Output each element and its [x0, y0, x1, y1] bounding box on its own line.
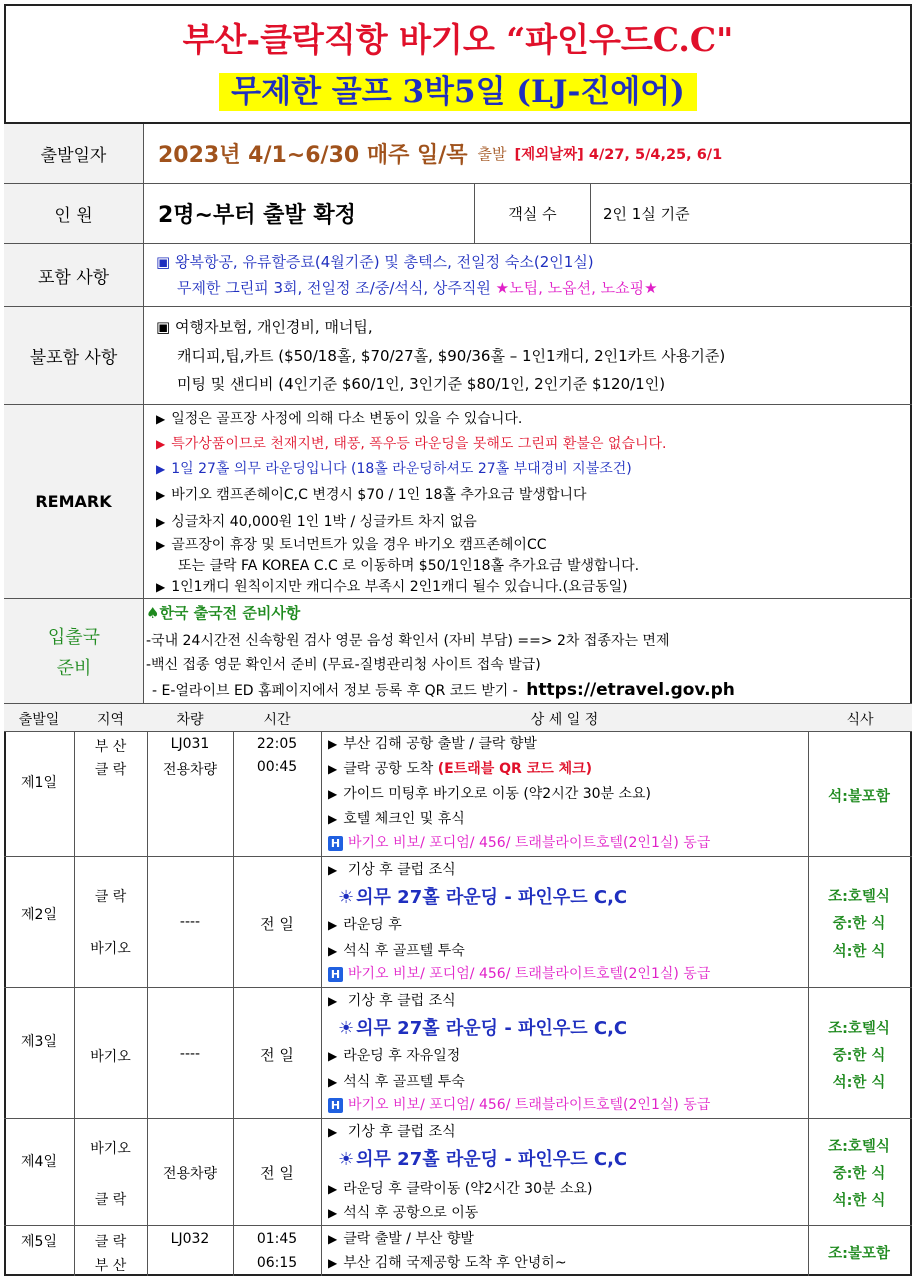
day4-item-4: 석식 후 공항으로 이동 — [343, 1205, 479, 1221]
day2-meal-1: 조:호텔식 — [828, 889, 890, 905]
remark-line-1: 일정은 골프장 사정에 의해 다소 변동이 있을 수 있습니다. — [171, 411, 523, 427]
bullet-icon: ▶ — [156, 437, 166, 451]
entry-line-1: -국내 24시간전 신속항원 검사 영문 음성 확인서 (자비 부담) ==> 2차 접종자는 면제 — [146, 633, 670, 649]
golf-sun-icon: ☀ — [338, 1149, 355, 1170]
header-meal: 식사 — [846, 712, 874, 728]
day2-vehicle: ---- — [179, 914, 201, 930]
day2-time: 전 일 — [260, 915, 294, 933]
arrow-icon: ▶ — [328, 944, 338, 958]
excluded-bullet-icon: ▣ — [156, 318, 171, 336]
arrow-icon: ▶ — [328, 787, 338, 801]
title-line-1: 부산-클락직항 바기오 “파인우드C.C" — [182, 20, 734, 59]
arrow-icon: ▶ — [328, 863, 338, 877]
arrow-icon: ▶ — [328, 1125, 338, 1139]
day5-meal: 조:불포함 — [828, 1246, 890, 1262]
hotel-icon: H — [328, 967, 343, 982]
departure-main: 2023년 4/1~6/30 매주 일/목 — [158, 143, 468, 168]
day1-time-2: 00:45 — [256, 759, 298, 775]
schedule-table — [4, 704, 912, 1276]
header-time: 시간 — [263, 712, 291, 728]
day4-item-1: 기상 후 클럽 조식 — [347, 1124, 456, 1140]
excluded-line-2: 캐디피,팁,카트 ($50/18홀, $70/27홀, $90/36홀 – 1인1캐디, 2인1카트 사용기준) — [177, 347, 726, 365]
day4-meal-1: 조:호텔식 — [828, 1139, 890, 1155]
day5-time-1: 01:45 — [256, 1231, 298, 1247]
day1-item-3: 가이드 미팅후 바기오로 이동 (약2시간 30분 소요) — [343, 786, 652, 802]
remark-content — [144, 405, 912, 599]
bullet-icon: ▶ — [156, 515, 166, 529]
entry-label-2: 준비 — [56, 658, 92, 679]
day1-qr-note: (E트래블 QR 코드 체크) — [437, 761, 593, 777]
remark-line-5: 싱글차지 40,000원 1인 1박 / 싱글카트 차지 없음 — [171, 514, 477, 530]
room-count-label: 객실 수 — [475, 184, 591, 244]
departure-label: 출발일자 — [4, 124, 144, 184]
day3-region: 바기오 — [90, 1049, 131, 1065]
day5-label: 제5일 — [21, 1234, 57, 1250]
day5-region-2: 부 산 — [94, 1258, 127, 1274]
arrow-icon: ▶ — [328, 1232, 338, 1246]
day4-label: 제4일 — [21, 1154, 57, 1170]
day3-item-4: 석식 후 골프텔 투숙 — [343, 1074, 465, 1090]
excluded-content — [144, 307, 912, 405]
entry-label — [4, 599, 144, 704]
day5-item-1: 클락 출발 / 부산 향발 — [343, 1231, 474, 1247]
remark-line-8: 1인1캐디 원칙이지만 캐디수요 부족시 2인1캐디 될수 있습니다.(요금동일) — [171, 579, 628, 595]
persons-label: 인 원 — [4, 184, 144, 244]
day2-region-1: 클 락 — [94, 889, 127, 905]
header-vehicle: 차량 — [176, 712, 204, 728]
title-block — [4, 4, 912, 124]
entry-line-3: - E-얼라이브 ED 홈페이지에서 정보 등록 후 QR 코드 받기 - — [152, 683, 518, 699]
day3-meal-2: 중:한 식 — [832, 1048, 886, 1064]
day3-item-3: 라운딩 후 자유일정 — [343, 1048, 461, 1064]
day4-meal-2: 중:한 식 — [832, 1166, 886, 1182]
day2-hotel: 바기오 비보/ 포디엄/ 456/ 트래블라이트호텔(2인1실) 동급 — [348, 966, 711, 982]
remark-line-4: 바기오 캠프존헤이C,C 변경시 $70 / 1인 18홀 추가요금 발생합니다 — [171, 487, 587, 503]
bullet-icon: ▶ — [156, 580, 166, 594]
day4-region-1: 바기오 — [90, 1141, 131, 1157]
day2-item-4: 석식 후 골프텔 투숙 — [343, 943, 465, 959]
day3-label: 제3일 — [21, 1034, 57, 1050]
entry-heading: ♠한국 출국전 준비사항 — [146, 604, 301, 622]
day2-region-2: 바기오 — [90, 941, 131, 957]
day2-meal-2: 중:한 식 — [832, 916, 886, 932]
included-bullet-icon: ▣ — [156, 253, 171, 271]
day1-label: 제1일 — [21, 775, 57, 791]
golf-sun-icon: ☀ — [338, 887, 355, 908]
day1-item-4: 호텔 체크인 및 휴식 — [343, 811, 465, 827]
day3-vehicle: ---- — [179, 1046, 201, 1062]
remark-line-3: 1일 27홀 의무 라운딩입니다 (18홀 라운딩하셔도 27홀 부대경비 지불조건) — [171, 461, 632, 477]
header-day: 출발일 — [18, 712, 60, 728]
day3-meal-1: 조:호텔식 — [828, 1021, 890, 1037]
arrow-icon: ▶ — [328, 1182, 338, 1196]
arrow-icon: ▶ — [328, 762, 338, 776]
excluded-line-3: 미팅 및 샌디비 (4인기준 $60/1인, 3인기준 $80/1인, 2인기준 $120/1인) — [177, 375, 666, 393]
included-line-1: 왕복항공, 유류할증료(4월기준) 및 총텍스, 전일정 숙소(2인1실) — [174, 253, 594, 271]
entry-content — [144, 599, 912, 704]
day3-golf: 의무 27홀 라운딩 - 파인우드 C,C — [356, 1018, 628, 1039]
bullet-icon: ▶ — [156, 462, 166, 476]
entry-line-2: -백신 접종 영문 확인서 준비 (무료-질병관리청 사이트 접속 발급) — [146, 657, 541, 673]
day3-hotel: 바기오 비보/ 포디엄/ 456/ 트래블라이트호텔(2인1실) 동급 — [348, 1097, 711, 1113]
departure-suffix: 출발 — [477, 145, 507, 163]
remark-label: REMARK — [4, 405, 144, 599]
golf-sun-icon: ☀ — [338, 1018, 355, 1039]
day1-item-2: 클락 공항 도착 — [343, 761, 434, 777]
day4-region-2: 클 락 — [94, 1192, 127, 1208]
arrow-icon: ▶ — [328, 737, 338, 751]
departure-value — [144, 124, 912, 184]
day1-hotel: 바기오 비보/ 포디엄/ 456/ 트래블라이트호텔(2인1실) 동급 — [348, 835, 711, 851]
bullet-icon: ▶ — [156, 488, 166, 502]
day5-item-2: 부산 김해 국제공항 도착 후 안녕히~ — [343, 1255, 567, 1271]
day1-meal: 석:불포함 — [828, 789, 890, 805]
arrow-icon: ▶ — [328, 812, 338, 826]
day2-label: 제2일 — [21, 907, 57, 923]
day4-time: 전 일 — [260, 1164, 294, 1182]
bullet-icon: ▶ — [156, 412, 166, 426]
included-line-2: 무제한 그린피 3회, 전일정 조/중/석식, 상주직원 — [177, 279, 491, 297]
header-detail: 상 세 일 정 — [530, 712, 599, 728]
header-region: 지역 — [96, 712, 125, 728]
remark-line-2: 특가상품이므로 천재지변, 태풍, 폭우등 라운딩을 못해도 그린피 환불은 없습니다. — [171, 436, 667, 452]
day1-vehicle-2: 전용차량 — [162, 762, 218, 778]
day4-vehicle: 전용차량 — [162, 1166, 218, 1182]
arrow-icon: ▶ — [328, 918, 338, 932]
departure-excluded-dates: [제외날짜] 4/27, 5/4,25, 6/1 — [514, 147, 723, 163]
day4-meal-3: 석:한 식 — [832, 1193, 886, 1209]
arrow-icon: ▶ — [328, 1075, 338, 1089]
day1-item-1: 부산 김해 공항 출발 / 클락 향발 — [343, 736, 537, 752]
bullet-icon: ▶ — [156, 538, 166, 552]
day2-meal-3: 석:한 식 — [832, 944, 886, 960]
remark-line-7: 또는 클락 FA KOREA C.C 로 이동하며 $50/1인18홀 추가요금 발생합니다. — [178, 558, 640, 574]
day5-vehicle: LJ032 — [170, 1231, 210, 1247]
etravel-link[interactable]: https://etravel.gov.ph — [526, 680, 735, 700]
day2-golf: 의무 27홀 라운딩 - 파인우드 C,C — [356, 887, 628, 908]
day1-time-1: 22:05 — [256, 736, 298, 752]
room-count-value: 2인 1실 기준 — [603, 205, 690, 223]
persons-value: 2명~부터 출발 확정 — [158, 203, 356, 228]
itinerary-page — [4, 4, 912, 1276]
day1-region-1: 부 산 — [94, 739, 127, 755]
day3-meal-3: 석:한 식 — [832, 1075, 886, 1091]
title-line-2: 무제한 골프 3박5일 (LJ-진에어) — [219, 73, 697, 111]
remark-line-6: 골프장이 휴장 및 토너먼트가 있을 경우 바기오 캠프존헤이CC — [171, 537, 547, 553]
day2-item-3: 라운딩 후 — [343, 917, 402, 933]
arrow-icon: ▶ — [328, 1206, 338, 1220]
day4-item-3: 라운딩 후 클락이동 (약2시간 30분 소요) — [343, 1181, 593, 1197]
day5-region-1: 클 락 — [94, 1234, 127, 1250]
day2-item-1: 기상 후 클럽 조식 — [347, 862, 456, 878]
included-label: 포함 사항 — [4, 244, 144, 307]
included-highlight: ★노팁, 노옵션, 노쇼핑★ — [495, 279, 658, 297]
day1-vehicle-1: LJ031 — [170, 736, 210, 752]
excluded-line-1: 여행자보험, 개인경비, 매너팁, — [174, 318, 373, 336]
hotel-icon: H — [328, 836, 343, 851]
day3-item-1: 기상 후 클럽 조식 — [347, 993, 456, 1009]
arrow-icon: ▶ — [328, 1256, 338, 1270]
included-content — [144, 244, 912, 307]
day5-time-2: 06:15 — [256, 1255, 298, 1271]
day4-golf: 의무 27홀 라운딩 - 파인우드 C,C — [356, 1149, 628, 1170]
arrow-icon: ▶ — [328, 1049, 338, 1063]
excluded-label: 불포함 사항 — [4, 307, 144, 405]
day3-time: 전 일 — [260, 1046, 294, 1064]
arrow-icon: ▶ — [328, 994, 338, 1008]
hotel-icon: H — [328, 1098, 343, 1113]
entry-label-1: 입출국 — [47, 627, 101, 648]
day1-region-2: 클 락 — [94, 762, 127, 778]
